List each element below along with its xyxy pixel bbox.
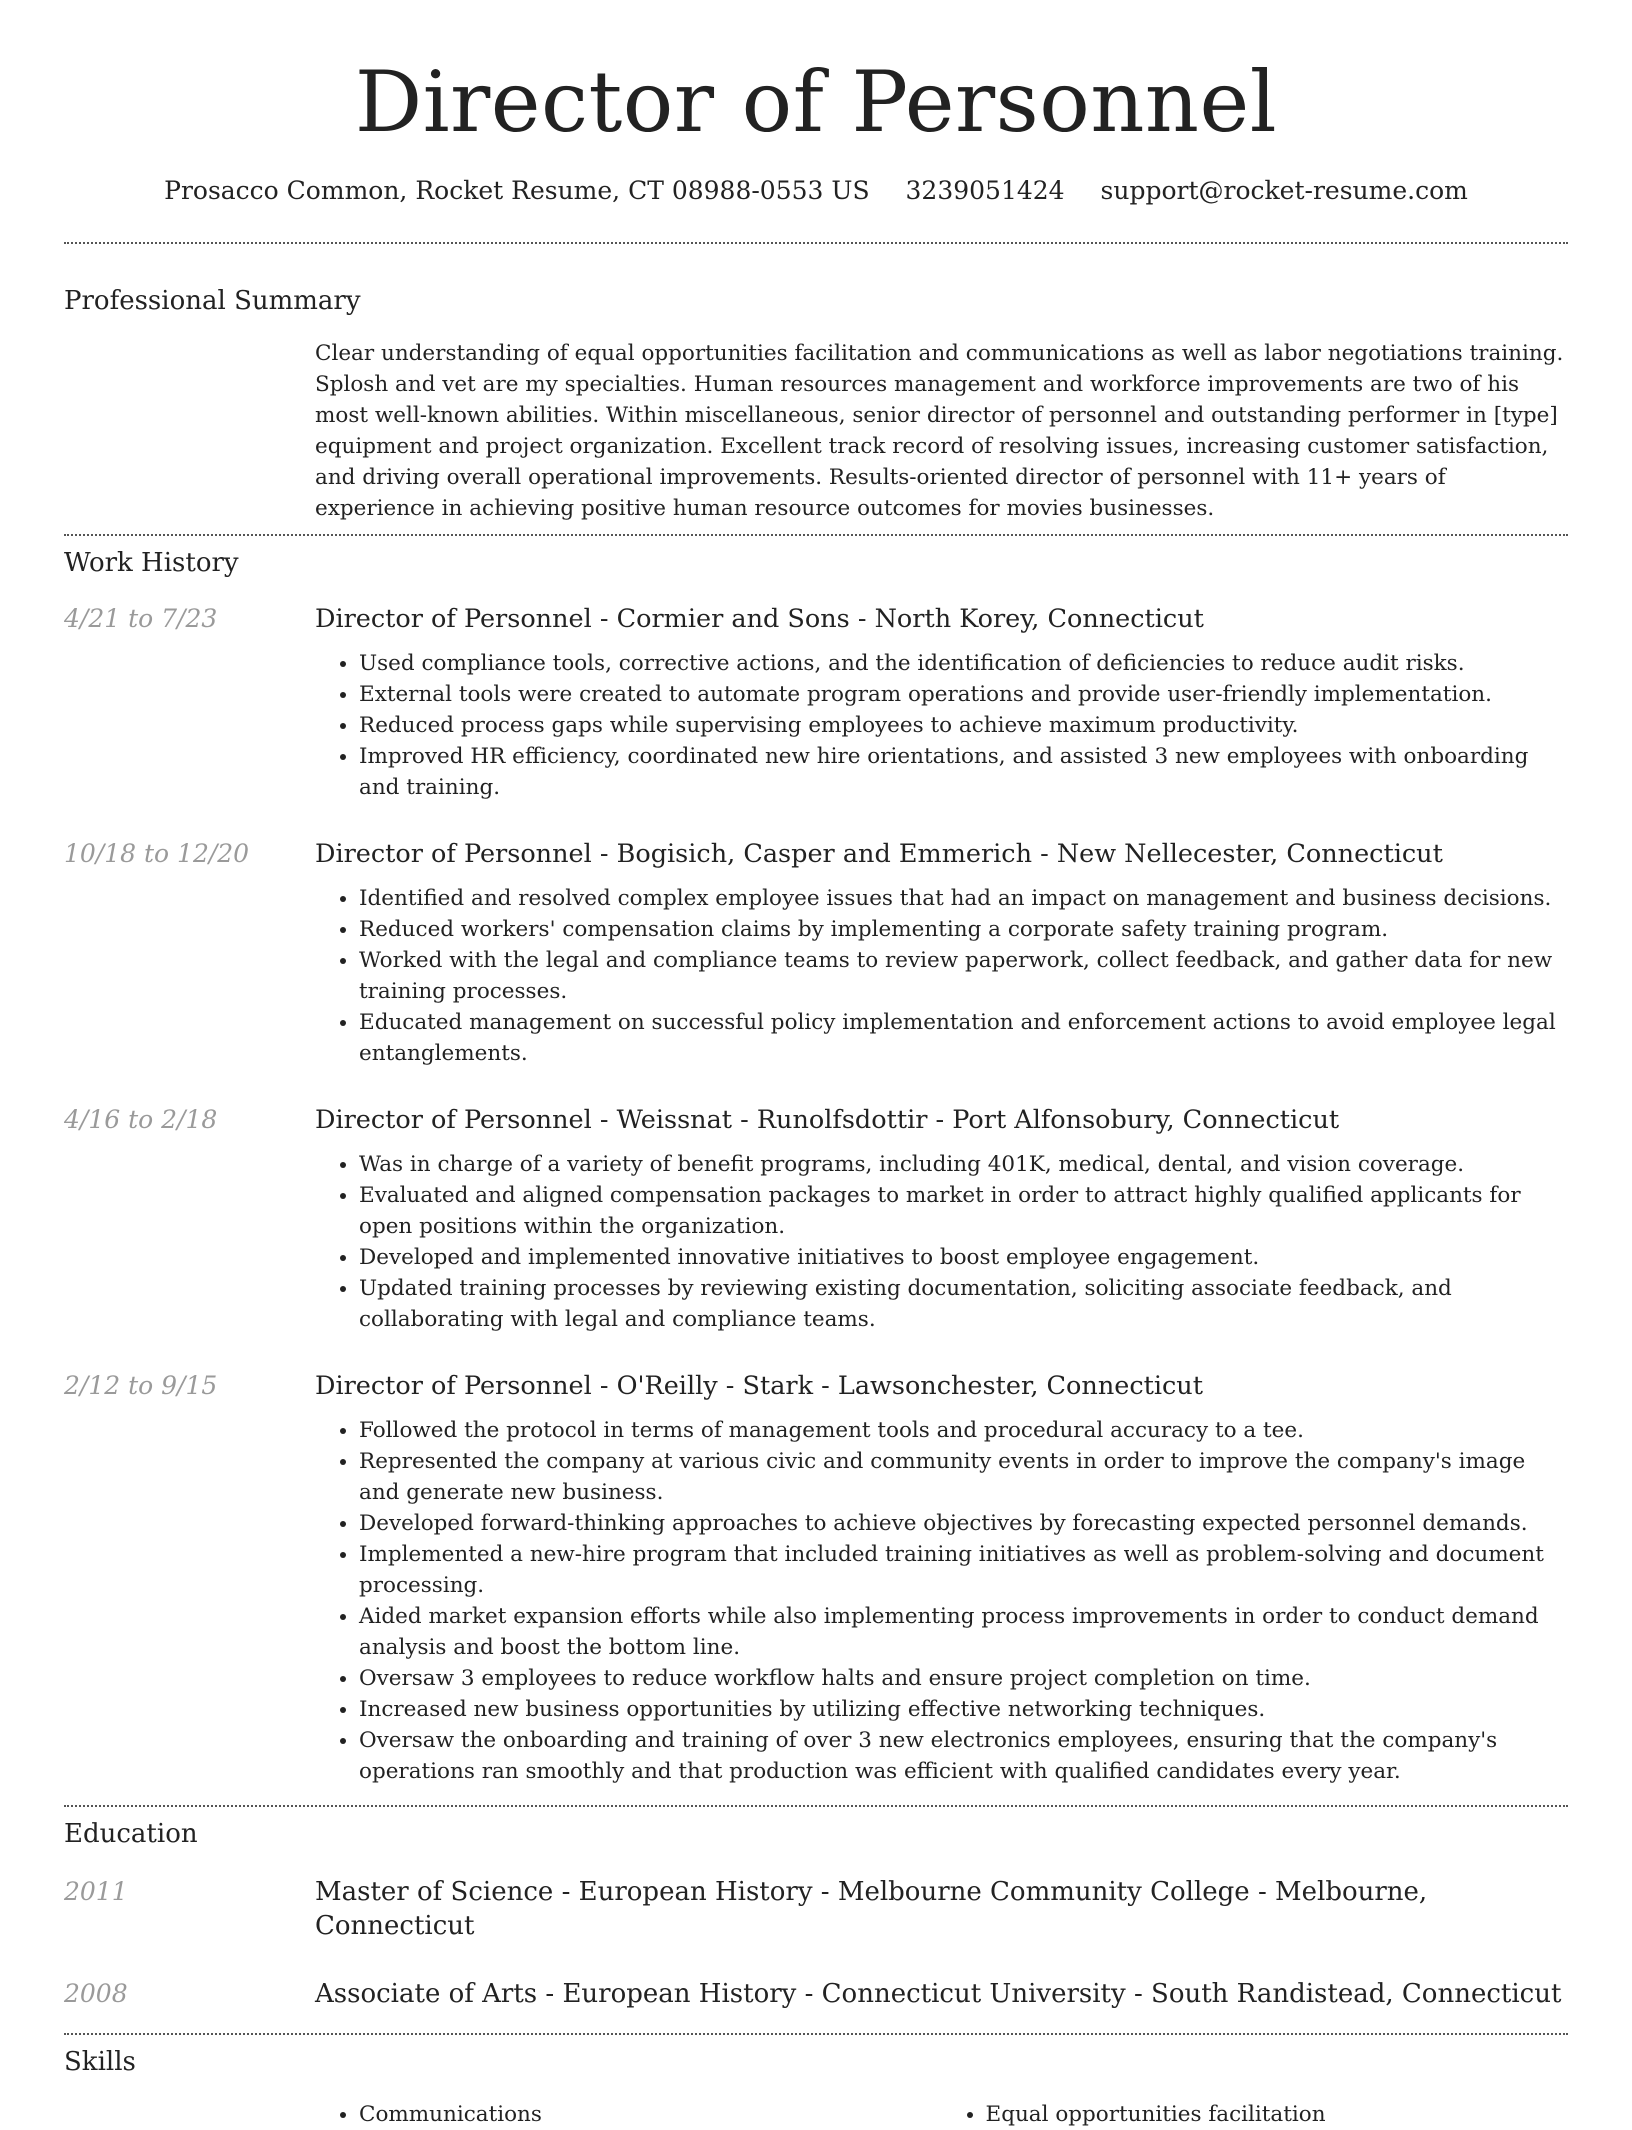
skill-item: • Equal opportunities facilitation <box>986 2099 1569 2130</box>
job-title: Director of Personnel - Bogisich, Casper and Emmerich - New Nellecester, Connecticut <box>315 839 1443 869</box>
section-title-skills: Skills <box>64 2047 136 2077</box>
education-year: 2011 <box>64 1877 128 1906</box>
job-bullets <box>315 883 1568 1069</box>
list-item: • Worked with the legal and compliance teams to review paperwork, collect feedback, and gather data for new training processes. <box>359 945 1568 1007</box>
page-title: Director of Personnel <box>354 53 1278 151</box>
job-bullets <box>315 1149 1568 1335</box>
list-item: • Used compliance tools, corrective actions, and the identification of deficiencies to reduce audit risks. <box>359 648 1568 679</box>
divider <box>64 242 1568 244</box>
list-item: • Followed the protocol in terms of management tools and procedural accuracy to a tee. <box>359 1415 1568 1446</box>
list-item: • Increased new business opportunities by utilizing effective networking techniques. <box>359 1694 1568 1725</box>
job-entry <box>64 837 1568 1069</box>
list-item: • Implemented a new-hire program that included training initiatives as well as problem-solving and document processing. <box>359 1539 1568 1601</box>
list-item: • Identified and resolved complex employee issues that had an impact on management and business decisions. <box>359 883 1568 914</box>
job-dates: 4/16 to 2/18 <box>64 1105 218 1134</box>
list-item: • Developed and implemented innovative initiatives to boost employee engagement. <box>359 1242 1568 1273</box>
list-item: • Improved HR efficiency, coordinated new hire orientations, and assisted 3 new employees with onboarding and training. <box>359 741 1568 803</box>
list-item: • Evaluated and aligned compensation packages to market in order to attract highly qualified applicants for open positions within the organization. <box>359 1180 1568 1242</box>
summary-text: Clear understanding of equal opportunities facilitation and communications as well as labor negotiations training. Splosh and vet are my specialties. Human resources management and workforce improvements are two of his most well-known abilities. Within miscellaneous, senior director of personnel and outstanding performer in [type] equipment and project organization. Excellent track record of resolving issues, increasing customer satisfaction, and driving overall operational improvements. Results-oriented director of personnel with 11+ years of experience in achieving positive human resource outcomes for movies businesses. <box>315 341 1564 521</box>
list-item: • Reduced workers' compensation claims by implementing a corporate safety training program. <box>359 914 1568 945</box>
contact-phone: 3239051424 <box>905 176 1065 205</box>
list-item: • Developed forward-thinking approaches to achieve objectives by forecasting expected personnel demands. <box>359 1508 1568 1539</box>
education-entry <box>64 1977 1568 2011</box>
job-entry <box>64 602 1568 803</box>
list-item: • Was in charge of a variety of benefit programs, including 401K, medical, dental, and vision coverage. <box>359 1149 1568 1180</box>
job-title: Director of Personnel - Weissnat - Runolfsdottir - Port Alfonsobury, Connecticut <box>315 1105 1340 1135</box>
section-title-summary: Professional Summary <box>64 286 361 316</box>
summary-row <box>64 338 1568 524</box>
education-entry <box>64 1875 1568 1943</box>
list-item: • Aided market expansion efforts while also implementing process improvements in order to conduct demand analysis and boost the bottom line. <box>359 1601 1568 1663</box>
skills-grid <box>315 2099 1568 2130</box>
list-item: • Oversaw 3 employees to reduce workflow halts and ensure project completion on time. <box>359 1663 1568 1694</box>
job-entry <box>64 1369 1568 1787</box>
skills-row <box>64 2099 1568 2130</box>
list-item: • External tools were created to automate program operations and provide user-friendly implementation. <box>359 679 1568 710</box>
list-item: • Oversaw the onboarding and training of over 3 new electronics employees, ensuring that the company's operations ran smoothly and that production was efficient with qualified candidates every year. <box>359 1725 1568 1787</box>
list-item: • Educated management on successful policy implementation and enforcement actions to avoid employee legal entanglements. <box>359 1007 1568 1069</box>
contact-address: Prosacco Common, Rocket Resume, CT 08988-0553 US <box>164 176 870 205</box>
job-dates: 2/12 to 9/15 <box>64 1371 218 1400</box>
list-item: • Represented the company at various civic and community events in order to improve the company's image and generate new business. <box>359 1446 1568 1508</box>
job-dates: 4/21 to 7/23 <box>64 604 218 633</box>
education-title: Master of Science - European History - Melbourne Community College - Melbourne, Connecticut <box>315 1877 1428 1941</box>
skill-item: • Communications <box>359 2099 942 2130</box>
divider <box>64 1805 1568 1807</box>
job-title: Director of Personnel - O'Reilly - Stark - Lawsonchester, Connecticut <box>315 1371 1203 1401</box>
job-dates: 10/18 to 12/20 <box>64 839 250 868</box>
divider <box>64 2033 1568 2035</box>
skills-column-left <box>315 2099 942 2130</box>
job-bullets <box>315 1415 1568 1787</box>
list-item: • Reduced process gaps while supervising employees to achieve maximum productivity. <box>359 710 1568 741</box>
divider <box>64 534 1568 536</box>
job-title: Director of Personnel - Cormier and Sons - North Korey, Connecticut <box>315 604 1204 634</box>
work-history-list <box>64 602 1568 1787</box>
skills-column-right <box>942 2099 1569 2130</box>
section-title-work: Work History <box>64 548 239 578</box>
job-bullets <box>315 648 1568 803</box>
contact-line <box>64 174 1568 208</box>
contact-email: support@rocket-resume.com <box>1100 176 1468 205</box>
education-title: Associate of Arts - European History - Connecticut University - South Randistead, Connecticut <box>315 1979 1562 2009</box>
list-item: • Updated training processes by reviewing existing documentation, soliciting associate feedback, and collaborating with legal and compliance teams. <box>359 1273 1568 1335</box>
job-entry <box>64 1103 1568 1335</box>
section-title-education: Education <box>64 1819 198 1849</box>
education-year: 2008 <box>64 1979 128 2008</box>
